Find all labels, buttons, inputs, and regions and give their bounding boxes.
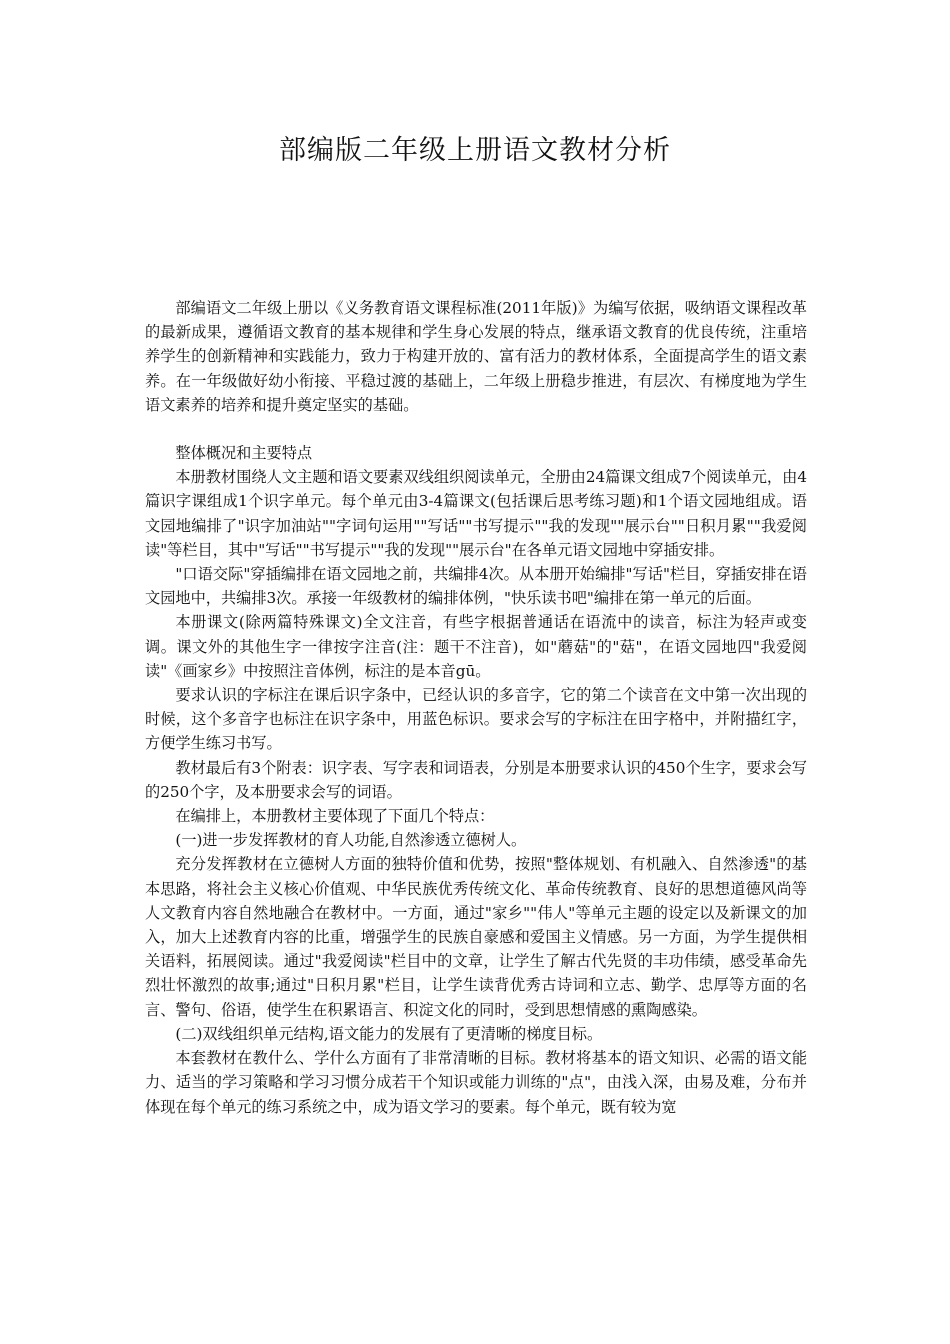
paragraph: 在编排上，本册教材主要体现了下面几个特点： <box>175 807 495 826</box>
paragraph: 本册教材围绕人文主题和语文要素双线组织阅读单元，全册由24篇课文组成7个阅读单元，由4篇识字课组成1个识字单元。每个单元由3-4篇课文(包括课后思考练习题)和1个语文园地组成。语文园地编排了"识字加油站""字词句运用""写话""书写提示""我的发现""展示台""日积月累""我爱阅读"等栏目，其中"写话""书写提示""我的发现""展示台"在各单元语文园地中穿插安排。 <box>145 468 807 559</box>
paragraph: 本套教材在教什么、学什么方面有了非常清晰的目标。教材将基本的语文知识、必需的语文能力、适当的学习策略和学习习惯分成若干个知识或能力训练的"点"，由浅入深，由易及难，分布并体现在每个单元的练习系统之中，成为语文学习的要素。每个单元，既有较为宽 <box>145 1049 807 1116</box>
paragraph: "口语交际"穿插编排在语文园地之前，共编排4次。从本册开始编排"写话"栏目，穿插安排在语文园地中，共编排3次。承接一年级教材的编排体例，"快乐读书吧"编排在第一单元的后面。 <box>145 565 807 608</box>
subheading-one: (一)进一步发挥教材的育人功能,自然渗透立德树人。 <box>175 831 527 850</box>
paragraph-intro: 部编语文二年级上册以《义务教育语文课程标准(2011年版)》为编写依据，吸纳语文课程改革的最新成果，遵循语文教育的基本规律和学生身心发展的特点，继承语文教育的优良传统，注重培养学生的创新精神和实践能力，致力于构建开放的、富有活力的教材体系，全面提高学生的语文素养。在一年级做好幼小衔接、平稳过渡的基础上，二年级上册稳步推进，有层次、有梯度地为学生语文素养的培养和提升奠定坚实的基础。 <box>145 299 807 414</box>
document-body <box>145 296 807 1119</box>
paragraph: 教材最后有3个附表：识字表、写字表和词语表，分别是本册要求认识的450个生字，要求会写的250个字，及本册要求会写的词语。 <box>145 758 807 801</box>
section-heading: 整体概况和主要特点 <box>175 444 313 463</box>
paragraph: 要求认识的字标注在课后识字条中，已经认识的多音字，它的第二个读音在文中第一次出现的时候，这个多音字也标注在识字条中，用蓝色标识。要求会写的字标注在田字格中，并附描红字，方便学生练习书写。 <box>145 686 807 753</box>
paragraph: 充分发挥教材在立德树人方面的独特价值和优势，按照"整体规划、有机融入、自然渗透"的基本思路，将社会主义核心价值观、中华民族优秀传统文化、革命传统教育、良好的思想道德风尚等人文教育内容自然地融合在教材中。一方面，通过"家乡""伟人"等单元主题的设定以及新课文的加入，加大上述教育内容的比重，增强学生的民族自豪感和爱国主义情感。另一方面，为学生提供相关语料，拓展阅读。通过"我爱阅读"栏目中的文章，让学生了解古代先贤的丰功伟绩，感受革命先烈壮怀激烈的故事;通过"日积月累"栏目，让学生读背优秀古诗词和立志、勤学、忠厚等方面的名言、警句、俗语，使学生在积累语言、积淀文化的同时，受到思想情感的熏陶感染。 <box>145 855 807 1019</box>
paragraph: 本册课文(除两篇特殊课文)全文注音，有些字根据普通话在语流中的读音，标注为轻声或变调。课文外的其他生字一律按字注音(注：题干不注音)，如"蘑菇"的"菇"，在语文园地四"我爱阅读"《画家乡》中按照注音体例，标注的是本音gū。 <box>145 613 807 680</box>
subheading-two: (二)双线组织单元结构,语文能力的发展有了更清晰的梯度目标。 <box>175 1024 603 1043</box>
document-title: 部编版二年级上册语文教材分析 <box>279 135 671 166</box>
